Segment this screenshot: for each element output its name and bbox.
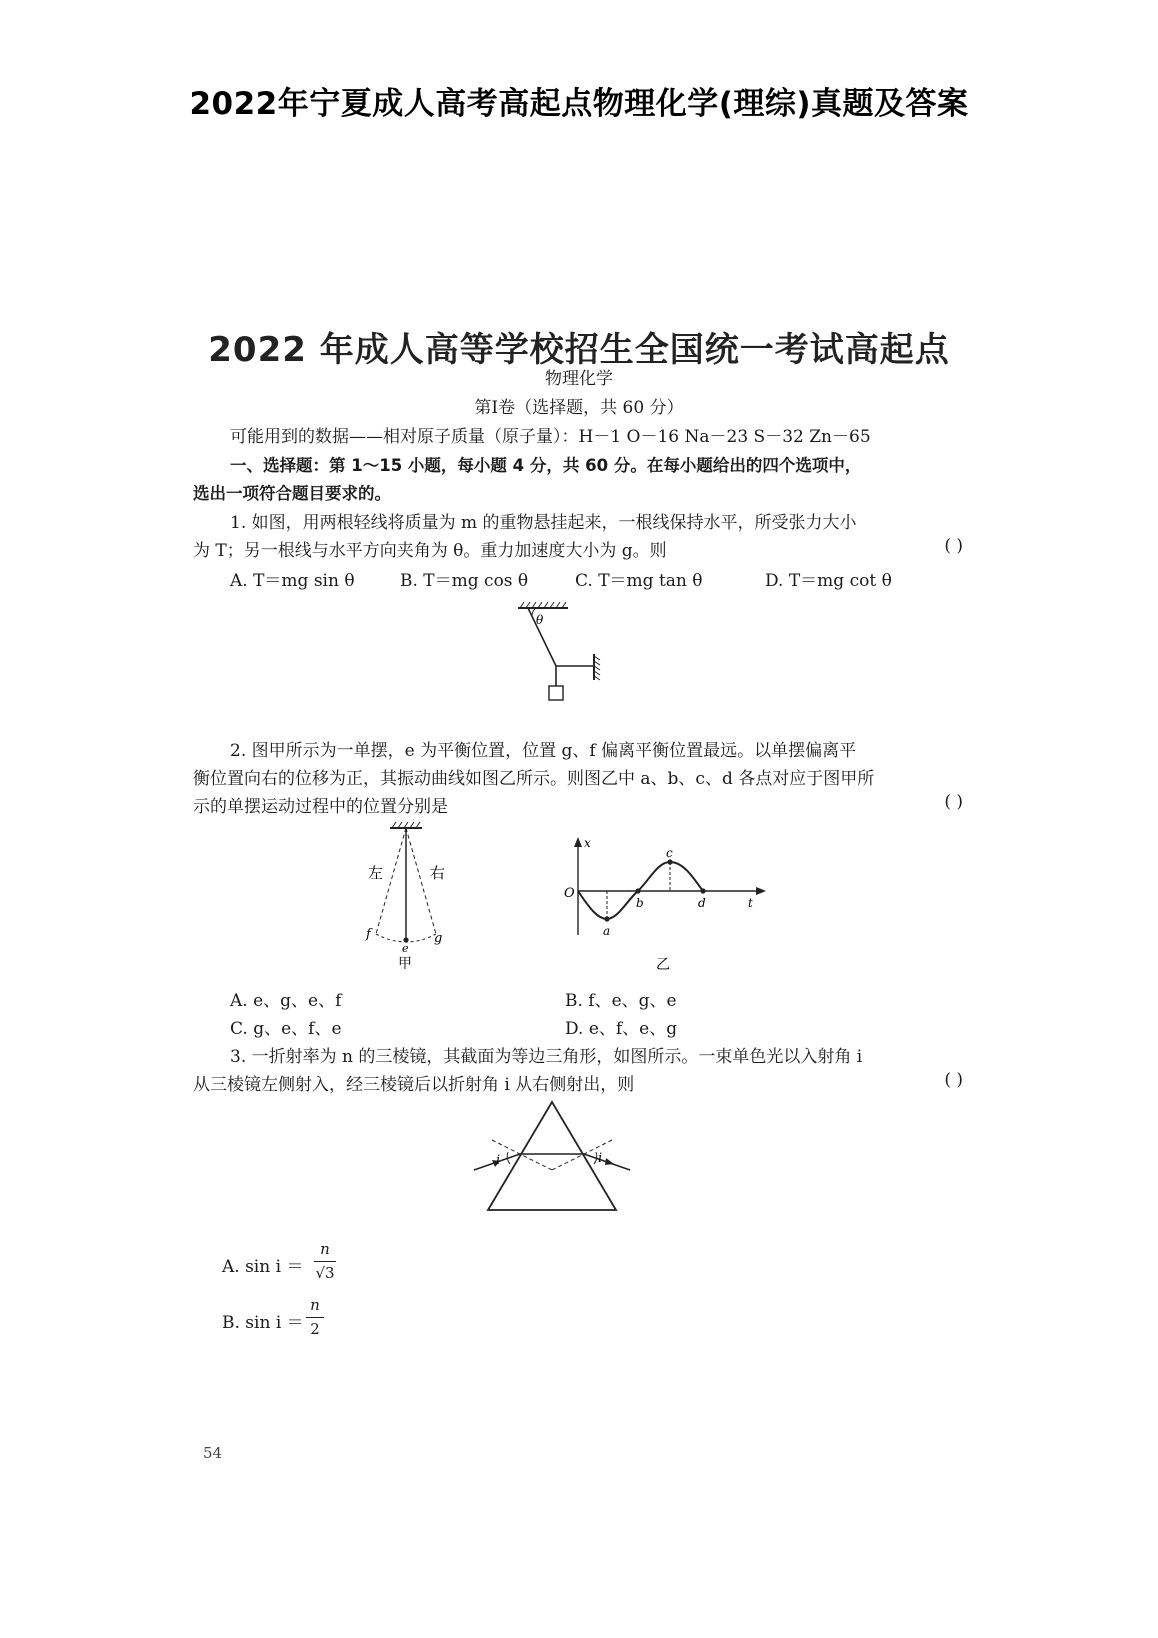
q2-pendulum-figure bbox=[340, 818, 500, 978]
q2-answer-paren: ( ) bbox=[944, 792, 963, 812]
q3-option-a-numerator: n bbox=[320, 1240, 330, 1258]
q2-point-d: d bbox=[698, 896, 706, 910]
q1-option-b: B. T＝mg cos θ bbox=[400, 571, 529, 591]
q3-option-b bbox=[222, 1296, 522, 1346]
q2-option-a: A. e、g、e、f bbox=[230, 991, 342, 1011]
q2-point-a: a bbox=[603, 924, 611, 938]
q1-option-c: C. T＝mg tan θ bbox=[575, 571, 703, 591]
q2-f-label: f bbox=[366, 927, 371, 942]
q3-option-a-fraction-bar bbox=[314, 1261, 336, 1262]
q2-origin: O bbox=[564, 886, 575, 901]
subject-heading: 物理化学 bbox=[545, 369, 613, 389]
q2-caption-yi: 乙 bbox=[656, 957, 670, 973]
q3-option-b-denominator: 2 bbox=[310, 1320, 320, 1338]
q2-point-c: c bbox=[666, 846, 673, 860]
q2-axis-x: x bbox=[584, 836, 591, 850]
q2-option-d: D. e、f、e、g bbox=[565, 1019, 678, 1039]
section-instruction-line2: 选出一项符合题目要求的。 bbox=[193, 484, 391, 503]
q1-theta-label: θ bbox=[536, 613, 544, 627]
q2-text-line1: 2. 图甲所示为一单摆，e 为平衡位置，位置 g、f 偏离平衡位置最远。以单摆偏离平 bbox=[230, 741, 857, 761]
section-instruction-line1: 一、选择题：第 1～15 小题，每小题 4 分，共 60 分。在每小题给出的四个选项中， bbox=[230, 456, 862, 475]
q1-figure bbox=[510, 600, 630, 710]
q3-option-b-fraction-bar bbox=[306, 1317, 324, 1318]
q2-text-line3: 示的单摆运动过程中的位置分别是 bbox=[193, 797, 448, 817]
atomic-data-line: 可能用到的数据——相对原子质量（原子量）：H－1 O－16 Na－23 S－32 Zn－65 bbox=[230, 427, 871, 447]
q3-text-line2: 从三棱镜左侧射入，经三棱镜后以折射角 i 从右侧射出，则 bbox=[193, 1075, 635, 1095]
q3-i-left-label: i bbox=[496, 1153, 501, 1168]
q2-text-line3-row bbox=[193, 792, 963, 817]
q2-axis-t: t bbox=[748, 896, 753, 910]
exam-title: 2022 年成人高等学校招生全国统一考试高起点 bbox=[208, 330, 950, 370]
q1-option-a: A. T＝mg sin θ bbox=[230, 571, 355, 591]
q2-g-label: g bbox=[434, 931, 443, 946]
q2-oscillation-graph bbox=[560, 835, 780, 980]
volume-heading: 第Ⅰ卷（选择题，共 60 分） bbox=[474, 398, 684, 418]
document-title: 2022年宁夏成人高考高起点物理化学(理综)真题及答案 bbox=[189, 86, 969, 122]
q1-option-d: D. T＝mg cot θ bbox=[765, 571, 892, 591]
q3-prism-figure bbox=[470, 1098, 640, 1228]
q1-answer-paren: ( ) bbox=[944, 536, 963, 556]
q3-option-a-prefix: A. sin i ＝ bbox=[222, 1257, 304, 1277]
q1-options bbox=[230, 566, 930, 590]
q3-i-right-label: i bbox=[598, 1151, 603, 1166]
q1-text-line2 bbox=[193, 536, 963, 561]
q2-point-b: b bbox=[636, 896, 644, 910]
q2-e-label: e bbox=[402, 942, 409, 955]
q2-option-b: B. f、e、g、e bbox=[565, 991, 677, 1011]
page-number: 54 bbox=[203, 1444, 223, 1462]
q3-option-b-prefix: B. sin i ＝ bbox=[222, 1313, 304, 1333]
q2-option-c: C. g、e、f、e bbox=[230, 1019, 342, 1039]
q1-text: 为 T；另一根线与水平方向夹角为 θ。重力加速度大小为 g。则 bbox=[193, 541, 667, 561]
q2-options bbox=[230, 986, 930, 1046]
q2-left-label: 左 bbox=[368, 864, 384, 882]
q2-caption-jia: 甲 bbox=[398, 956, 412, 972]
q3-option-a bbox=[222, 1240, 522, 1290]
q3-text-line1: 3. 一折射率为 n 的三棱镜，其截面为等边三角形，如图所示。一束单色光以入射角 i bbox=[230, 1047, 863, 1067]
q1-text-line1: 1. 如图，用两根轻线将质量为 m 的重物悬挂起来，一根线保持水平，所受张力大小 bbox=[230, 513, 857, 533]
q3-option-a-denominator: √3 bbox=[315, 1264, 335, 1282]
q2-right-label: 右 bbox=[430, 864, 446, 882]
q3-answer-paren: ( ) bbox=[944, 1070, 963, 1090]
q3-text-line2-row bbox=[193, 1070, 963, 1095]
q2-text-line2: 衡位置向右的位移为正，其振动曲线如图乙所示。则图乙中 a、b、c、d 各点对应于图甲所 bbox=[193, 769, 875, 789]
q1-mass-block bbox=[549, 686, 563, 700]
q3-option-b-numerator: n bbox=[310, 1296, 320, 1314]
